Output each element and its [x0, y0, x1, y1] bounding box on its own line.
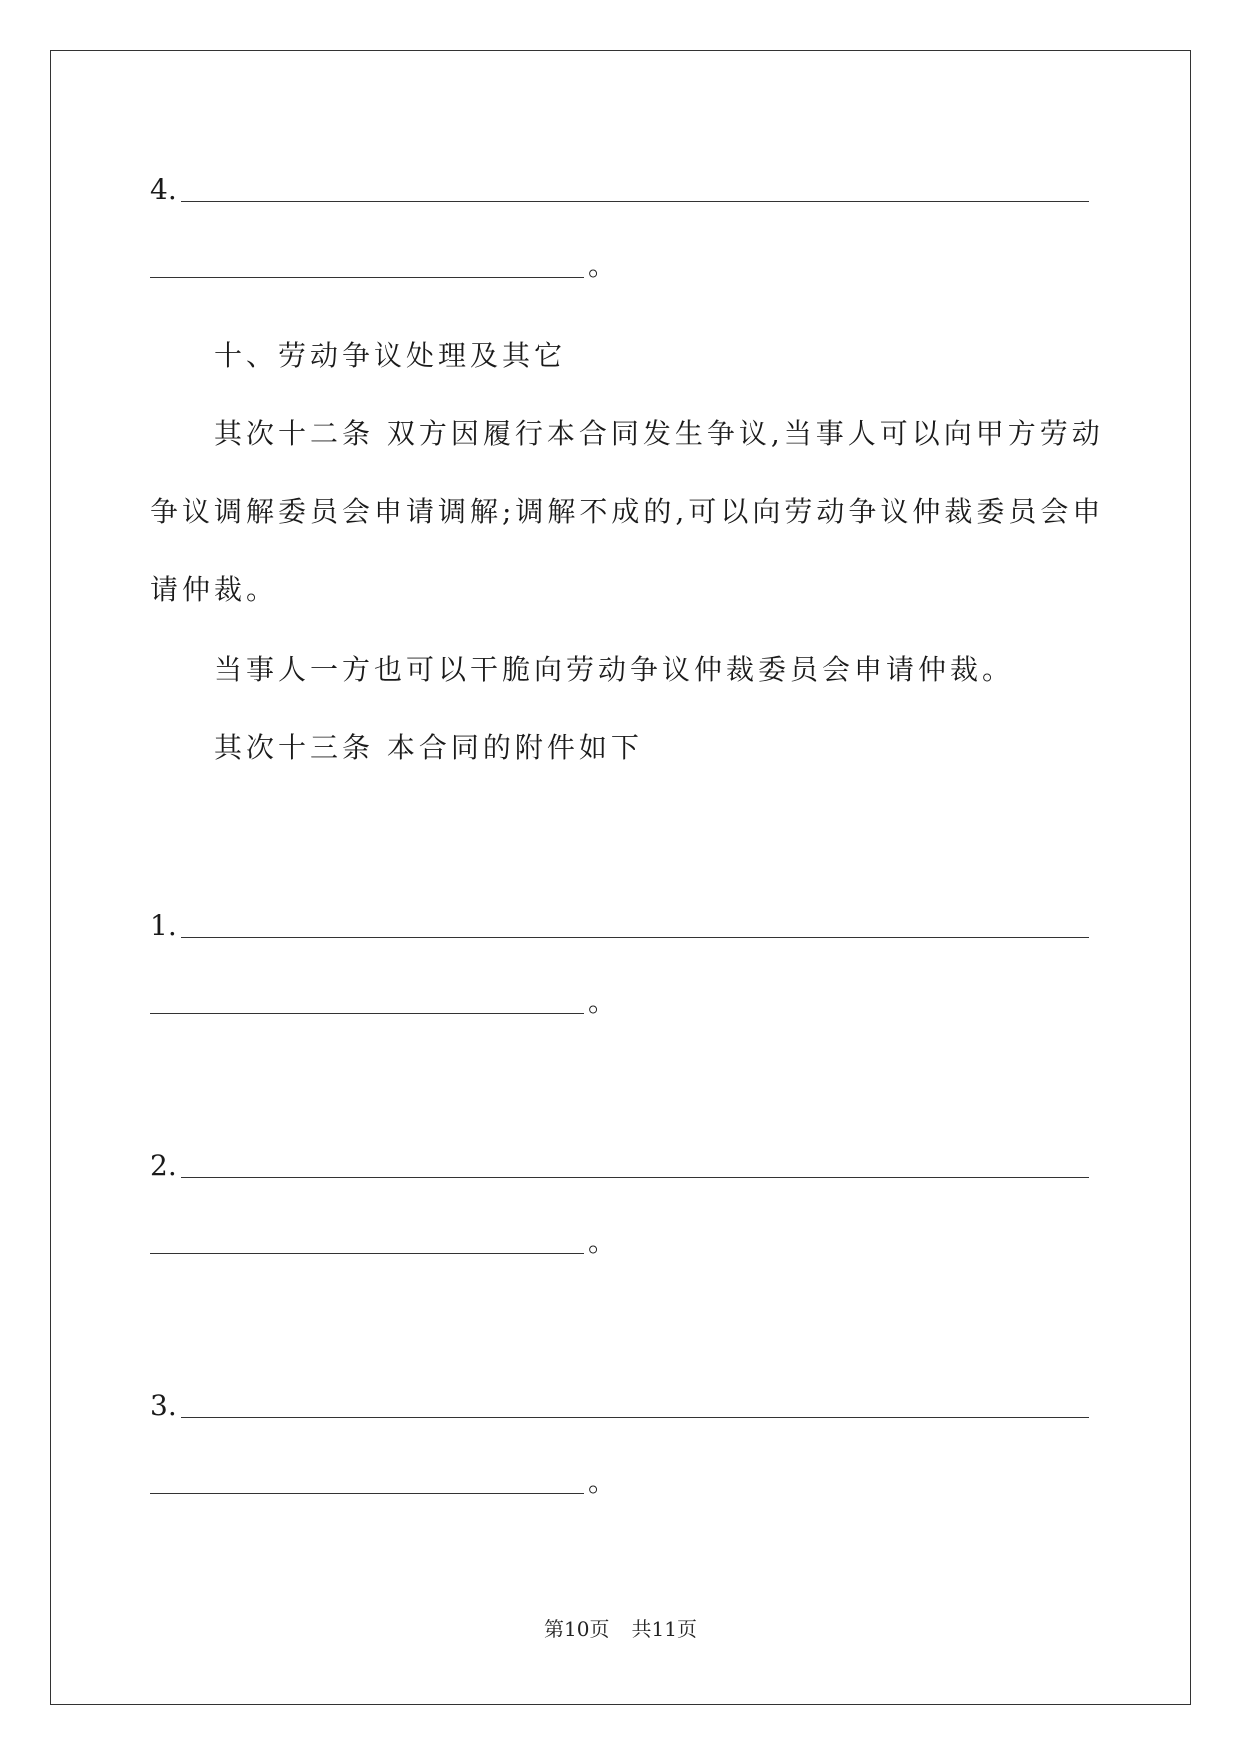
item-4-continuation-rule: [150, 249, 584, 278]
attachment-1-period: 。: [588, 985, 617, 1018]
attachment-2-fill-rule: [181, 1149, 1089, 1178]
attachment-1-fill-rule: [181, 909, 1089, 938]
article-12-line-2: 争议调解委员会申请调解;调解不成的,可以向劳动争议仲裁委员会申: [150, 495, 1105, 528]
item-4-blank-line: [150, 170, 1089, 210]
attachment-1-blank-continuation: [150, 982, 616, 1022]
current-page-number: 第10页: [544, 1617, 610, 1641]
attachment-3-blank-line: [150, 1386, 1089, 1426]
section-ten-heading: 十、劳动争议处理及其它: [214, 339, 567, 372]
attachment-1-blank-line: [150, 906, 1089, 946]
item-4-period: 。: [588, 249, 617, 282]
attachment-3-period: 。: [588, 1465, 617, 1498]
attachment-2-period: 。: [588, 1225, 617, 1258]
item-4-label: 4.: [150, 173, 177, 206]
article-12-line-3: 请仲裁。: [150, 573, 279, 606]
attachment-1-label: 1.: [150, 909, 177, 942]
article-12-line-1: 其次十二条 双方因履行本合同发生争议,当事人可以向甲方劳动: [214, 417, 1104, 450]
attachment-3-fill-rule: [181, 1389, 1089, 1418]
page-border: [50, 50, 1191, 1705]
item-4-fill-rule: [181, 173, 1089, 202]
attachment-2-blank-continuation: [150, 1222, 616, 1262]
attachment-3-label: 3.: [150, 1389, 177, 1422]
page-footer: [0, 1616, 1241, 1642]
item-4-blank-continuation: [150, 246, 616, 286]
attachment-2-continuation-rule: [150, 1225, 584, 1254]
total-page-count: 共11页: [631, 1617, 697, 1641]
direct-arbitration-paragraph: 当事人一方也可以干脆向劳动争议仲裁委员会申请仲裁。: [214, 653, 1015, 686]
attachment-2-label: 2.: [150, 1149, 177, 1182]
attachment-2-blank-line: [150, 1146, 1089, 1186]
attachment-3-blank-continuation: [150, 1462, 616, 1502]
attachment-1-continuation-rule: [150, 985, 584, 1014]
article-13-heading: 其次十三条 本合同的附件如下: [214, 731, 643, 764]
attachment-3-continuation-rule: [150, 1465, 584, 1494]
